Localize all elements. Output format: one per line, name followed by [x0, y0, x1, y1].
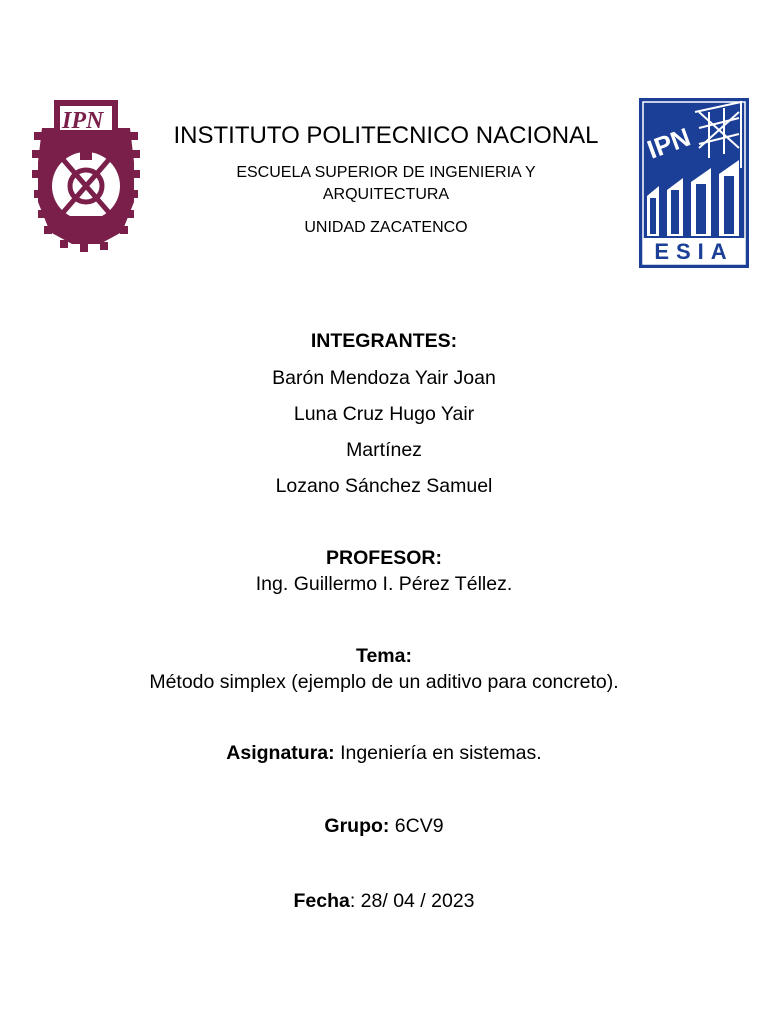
member-name: Lozano Sánchez Samuel [275, 475, 493, 497]
esia-logo [639, 98, 749, 268]
group-line [0, 814, 768, 838]
member-name: Luna Cruz Hugo Yair [293, 403, 475, 425]
ipn-seal-logo [30, 92, 142, 254]
document-header [150, 120, 622, 239]
date-value: : 28/ 04 / 2023 [349, 890, 475, 912]
members-heading: INTEGRANTES: [310, 330, 458, 352]
svg-text:ESIA: ESIA [654, 239, 734, 264]
subject-label: Asignatura: [226, 742, 335, 764]
school-name [150, 162, 622, 206]
svg-text:IPN: IPN [62, 108, 104, 134]
subject-value: Ingeniería en sistemas. [334, 742, 542, 764]
svg-text:IPN: IPN [643, 121, 695, 165]
date-label: Fecha [293, 890, 350, 912]
member-name: Martínez [346, 439, 422, 461]
school-name-line1: ESCUELA SUPERIOR DE INGENIERIA Y [236, 164, 536, 181]
subject-line [0, 741, 768, 765]
school-name-line2: ARQUITECTURA [322, 186, 450, 203]
professor-name: Ing. Guillermo I. Pérez Téllez. [255, 573, 513, 595]
topic-heading: Tema: [356, 645, 412, 667]
unit-name: UNIDAD ZACATENCO [304, 219, 468, 236]
group-label: Grupo: [324, 815, 390, 837]
date-line [0, 889, 768, 913]
member-name: Barón Mendoza Yair Joan [272, 367, 496, 389]
group-value: 6CV9 [389, 815, 444, 837]
professor-heading: PROFESOR: [326, 547, 442, 569]
topic-value: Método simplex (ejemplo de un aditivo para concreto). [149, 671, 619, 693]
institution-name: INSTITUTO POLITECNICO NACIONAL [173, 122, 599, 149]
